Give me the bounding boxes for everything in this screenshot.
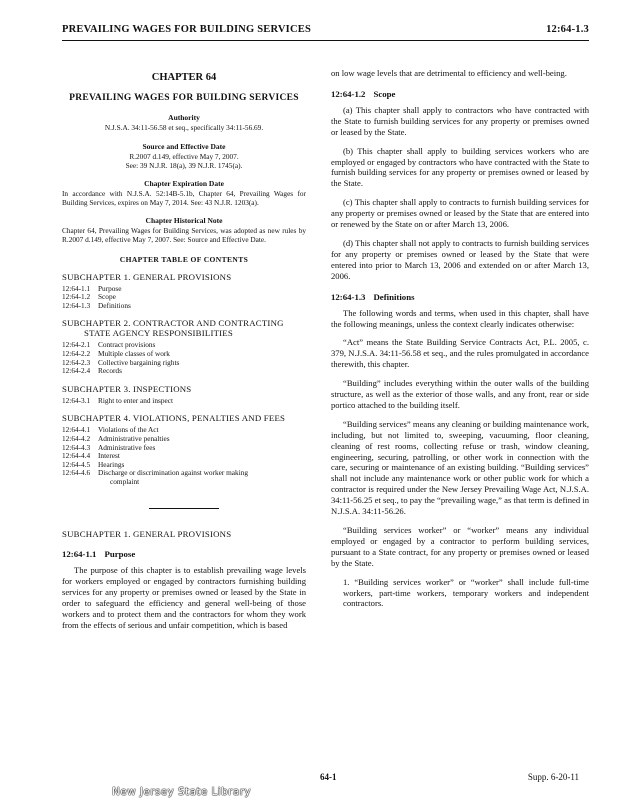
toc-entry <box>62 469 306 486</box>
toc-title: CHAPTER TABLE OF CONTENTS <box>119 254 249 264</box>
toc-entry-title-line: Purpose <box>98 283 122 293</box>
scope-c: (c) This chapter shall apply to contracts to furnish building services for any property or premises owned or leased by the State that are entered into or renewed by the State on or after March 13, 2006. <box>331 197 589 230</box>
toc-entry-title-line: Collective bargaining rights <box>98 357 180 367</box>
definition-building: “Building” includes everything within the outer walls of the building structure, as well as the exterior of those walls, and any front, rear or side portico attached to the building itself. <box>331 378 589 410</box>
running-header <box>62 22 589 41</box>
toc-entry-title-line: Scope <box>98 292 116 302</box>
definition-building-services-worker: “Building services worker” or “worker” means any individual employed or engaged by a contractor to perform building services, pursuant to a State contract, for any property or premises owned or leased by the State. <box>331 525 589 568</box>
section-title: Scope <box>373 88 396 99</box>
authority-heading: Authority <box>168 113 200 122</box>
purpose-paragraph: The purpose of this chapter is to establish prevailing wage levels for workers employed or engaged by contractors furnishing building services for any property or premises owned or leased by the State in order to safeguard the efficiency and general well-being of those workers and to protect them and the contractors for whom they work from the effects of serious and unfair competition, which is based <box>62 565 306 631</box>
toc-entry-title-line: Violations of the Act <box>98 425 159 435</box>
toc-subchapter-title: SUBCHAPTER 2. CONTRACTOR AND CONTRACTING <box>62 318 284 329</box>
toc-entry-title-line: Records <box>98 366 122 376</box>
section-heading-definitions <box>331 292 589 302</box>
toc-entry-number: 12:64-1.3 <box>62 300 91 310</box>
toc-entry-title <box>98 469 306 486</box>
supplement-date: Supp. 6-20-11 <box>527 772 579 782</box>
definition-act: “Act” means the State Building Service Contracts Act, P.L. 2005, c. 379, N.J.S.A. 34:11-56.58 et seq., and the rules promulgated in accordance therewith, this chapter. <box>331 337 589 370</box>
chapter-name: PREVAILING WAGES FOR BUILDING SERVICES <box>69 93 299 103</box>
toc-entry-number: 12:64-1.1 <box>62 283 91 293</box>
section-title: Purpose <box>104 549 136 560</box>
toc-entry-number: 12:64-4.2 <box>62 433 91 443</box>
toc-entry-title <box>98 367 306 376</box>
toc-entry-number: 12:64-4.4 <box>62 451 91 461</box>
header-title: PREVAILING WAGES FOR BUILDING SERVICES <box>62 24 311 35</box>
toc-entry-number: 12:64-2.3 <box>62 357 91 367</box>
toc-subchapter-title: SUBCHAPTER 3. INSPECTIONS <box>62 383 192 394</box>
definitions-intro: The following words and terms, when used in this chapter, shall have the following meanings, unless the context clearly indicates otherwise: <box>331 307 589 329</box>
expiration-text: In accordance with N.J.S.A. 52:14B-5.1b, Chapter 64, Prevailing Wages for Building Services, expires on May 7, 2014. See: 43 N.J.R. 1203(a). <box>62 189 306 208</box>
scope-b: (b) This chapter shall apply to building services workers who are employed or engaged by contractors who have contracted with the State to furnish building services for any property or premises owned or leased by the State. <box>331 145 589 189</box>
section-heading-purpose <box>62 549 306 559</box>
toc-entry-title <box>98 302 306 311</box>
definition-building-services: “Building services” means any cleaning or building maintenance work, including, but not limited to, sweeping, vacuuming, floor cleaning, cleaning of rest rooms, collecting refuse or trash, window cleaning, engineering, securing, patrolling, or other work in connection with the care, securing or maintenance of an existing building. “Building services” shall not include any maintenance work or other public work for which a contractor is required under the New Jersey Prevailing Wage Act, N.J.S.A. 34:11-56.25 et seq., to pay the “prevailing wage,” as that term is defined in N.J.S.A. 34:11-56.26. <box>331 418 589 517</box>
toc-entry-title-line: Administrative penalties <box>98 433 170 443</box>
chapter-number: CHAPTER 64 <box>151 72 217 83</box>
history-heading: Chapter Historical Note <box>145 215 223 225</box>
toc-entry-number: 12:64-4.1 <box>62 425 91 435</box>
scope-a: (a) This chapter shall apply to contractors who have contracted with the State to furnish building services for any property or premises owned or leased by the State. <box>331 104 589 137</box>
source-heading: Source and Effective Date <box>142 141 226 151</box>
toc-entry-title-line: Right to enter and inspect <box>98 395 173 405</box>
toc-entry-title-line: Contract provisions <box>98 340 156 350</box>
toc-entry-number: 12:64-4.6 <box>62 468 91 478</box>
table-of-contents <box>62 272 306 487</box>
toc-subchapter-heading <box>62 318 306 338</box>
toc-entry-title <box>98 452 306 461</box>
section-heading-scope <box>331 89 589 99</box>
purpose-continuation: on low wage levels that are detrimental to efficiency and well-being. <box>331 68 567 78</box>
authority-text: N.J.S.A. 34:11-56.58 et seq., specifically 34:11-56.69. <box>104 123 264 132</box>
toc-entry-title-line: Interest <box>98 451 120 461</box>
toc-entry <box>62 397 306 406</box>
toc-entry-title <box>98 397 306 406</box>
toc-entry <box>62 367 306 376</box>
toc-entry-number: 12:64-1.2 <box>62 292 91 302</box>
section-number: 12:64-1.1 <box>62 549 97 560</box>
source-text: R.2007 d.149, effective May 7, 2007. See: 39 N.J.R. 18(a), 39 N.J.R. 1745(a). <box>125 151 243 170</box>
section-number: 12:64-1.3 <box>331 291 366 302</box>
definition-worker-item-1: 1. “Building services worker” or “worker” shall include full-time workers, part-time workers, temporary workers and independent contractors. <box>343 576 589 609</box>
toc-subchapter-heading <box>62 413 306 423</box>
toc-subchapter-title-cont: STATE AGENCY RESPONSIBILITIES <box>84 328 233 339</box>
right-column <box>331 68 589 617</box>
toc-entry-title <box>98 359 306 368</box>
toc-entry-number: 12:64-2.1 <box>62 340 91 350</box>
history-text: Chapter 64, Prevailing Wages for Building Services, was adopted as new rules by R.2007 d.149, effective May 7, 2007. See: Source and Effective Date. <box>62 225 306 244</box>
toc-entry-title-line: Multiple classes of work <box>98 348 170 358</box>
toc-subchapter-heading <box>62 272 306 282</box>
toc-entry-title <box>98 285 306 294</box>
toc-entry-title-line: Administrative fees <box>98 442 156 452</box>
toc-entry-title-cont: complaint <box>110 476 140 486</box>
toc-subchapter-title: SUBCHAPTER 4. VIOLATIONS, PENALTIES AND FEES <box>62 413 286 424</box>
toc-entry-number: 12:64-2.4 <box>62 366 91 376</box>
subchapter-1-heading: SUBCHAPTER 1. GENERAL PROVISIONS <box>62 529 232 540</box>
toc-entry-title-line: Definitions <box>98 300 131 310</box>
toc-entry-title <box>98 444 306 453</box>
expiration-heading: Chapter Expiration Date <box>144 179 224 189</box>
left-column <box>62 68 306 639</box>
section-divider <box>149 508 219 509</box>
library-watermark: New Jersey State Library <box>112 786 252 798</box>
toc-subchapter-heading <box>62 384 306 394</box>
toc-entry-title-line: Hearings <box>98 459 125 469</box>
toc-entry-number: 12:64-2.2 <box>62 348 91 358</box>
header-section-code: 12:64-1.3 <box>546 24 589 35</box>
toc-entry-number: 12:64-4.3 <box>62 442 91 452</box>
section-number: 12:64-1.2 <box>331 88 366 99</box>
toc-entry-number: 12:64-4.5 <box>62 459 91 469</box>
toc-entry <box>62 302 306 311</box>
toc-subchapter-title: SUBCHAPTER 1. GENERAL PROVISIONS <box>62 271 232 282</box>
section-title: Definitions <box>373 291 415 302</box>
page-number: 64-1 <box>320 772 337 782</box>
scope-d: (d) This chapter shall not apply to contracts to furnish building services for any property or premises owned or leased by the State that were entered into prior to March 13, 2006 and extended on or after March 13, 2006. <box>331 237 589 281</box>
toc-entry-title-line: Discharge or discrimination against worker making <box>98 468 249 478</box>
toc-entry-number: 12:64-3.1 <box>62 395 91 405</box>
